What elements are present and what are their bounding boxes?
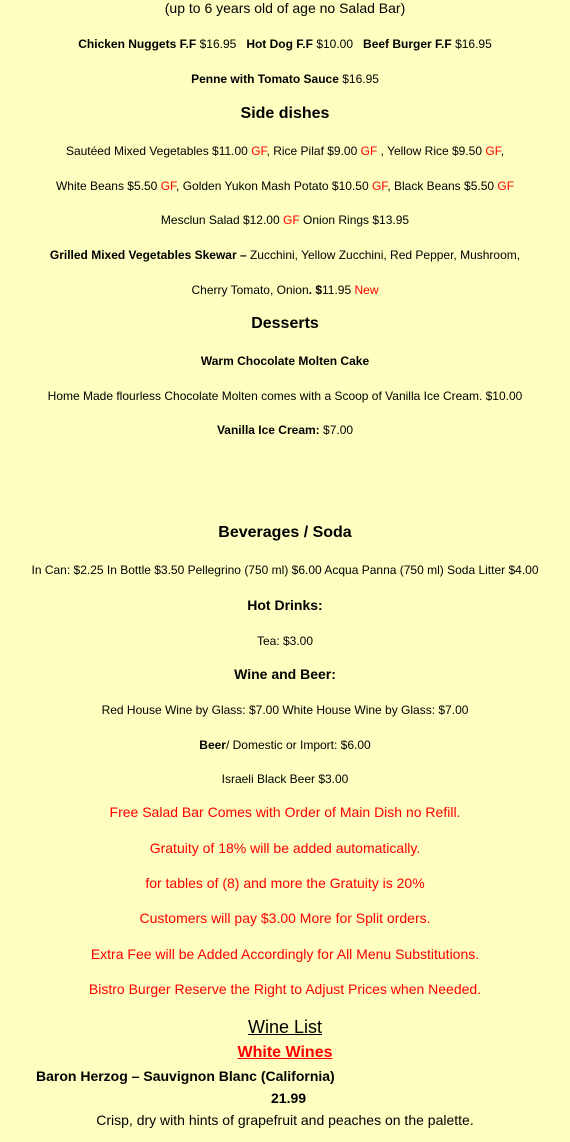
penne-name: Penne with Tomato Sauce: [191, 72, 339, 86]
ice-cream-line: Vanilla Ice Cream: $7.00: [216, 423, 354, 437]
house-wine-line: Red House Wine by Glass: $7.00 White House Wine by Glass: $7.00: [101, 703, 469, 717]
notice-split-orders: Customers will pay $3.00 More for Split orders.: [139, 910, 431, 926]
soda-list: In Can: $2.25 In Bottle $3.50 Pellegrino (750 ml) $6.00 Acqua Panna (750 ml) Soda Litter $4.00: [31, 563, 539, 577]
desserts-title: Desserts: [251, 315, 319, 332]
hot-dog-name: Hot Dog F.F: [246, 37, 313, 51]
penne-line: [0, 72, 570, 86]
chicken-nuggets-name: Chicken Nuggets F.F: [78, 37, 197, 51]
gf-badge: GF: [497, 179, 515, 193]
notice-prices: Bistro Burger Reserve the Right to Adjust Prices when Needed.: [88, 981, 482, 997]
side-dishes-line-1: Sautéed Mixed Vegetables $11.00 GF, Rice Pilaf $9.00 GF , Yellow Rice $9.50 GF,: [65, 144, 505, 158]
beer-line: Beer/ Domestic or Import: $6.00: [199, 738, 371, 752]
molten-cake-desc: Home Made flourless Chocolate Molten comes with a Scoop of Vanilla Ice Cream. $10.00: [47, 389, 523, 403]
gf-badge: GF: [360, 144, 378, 158]
side-dishes-line-3: Mesclun Salad $12.00 GF Onion Rings $13.95: [160, 213, 410, 227]
chicken-nuggets-price: $16.95: [199, 37, 237, 51]
kids-menu-line: [0, 37, 570, 51]
gf-badge: GF: [485, 144, 501, 158]
notice-large-tables: for tables of (8) and more the Gratuity is 20%: [145, 875, 425, 891]
hot-dog-price: $10.00: [316, 37, 354, 51]
molten-cake-name: Warm Chocolate Molten Cake: [200, 354, 370, 368]
skewer-line-1: Grilled Mixed Vegetables Skewar – Zucchini, Yellow Zucchini, Red Pepper, Mushroom,: [49, 248, 521, 262]
side-dishes-title: Side dishes: [240, 105, 330, 122]
skewer-name: Grilled Mixed Vegetables Skewar –: [49, 248, 247, 262]
side-dishes-line-2: White Beans $5.50 GF, Golden Yukon Mash Potato $10.50 GF, Black Beans $5.50 GF: [55, 179, 515, 193]
kids-age-note: (up to 6 years old of age no Salad Bar): [164, 0, 406, 16]
penne-price: $16.95: [342, 72, 379, 86]
beverages-title: Beverages / Soda: [218, 524, 352, 541]
beef-burger-price: $16.95: [455, 37, 492, 51]
wine-beer-title: Wine and Beer:: [234, 666, 336, 682]
gf-badge: GF: [283, 213, 300, 227]
skewer-line-2: Cherry Tomato, Onion. $11.95 New: [191, 283, 379, 297]
gf-badge: GF: [251, 144, 267, 158]
notice-substitutions: Extra Fee will be Added Accordingly for All Menu Substitutions.: [90, 946, 480, 962]
new-badge: New: [354, 283, 379, 297]
wine-list-title: Wine List: [247, 1017, 323, 1037]
israeli-beer-line: Israeli Black Beer $3.00: [221, 772, 349, 786]
gf-badge: GF: [371, 179, 388, 193]
hot-drinks-title: Hot Drinks:: [247, 597, 323, 613]
wine-item-price: 21.99: [271, 1090, 307, 1106]
notice-gratuity: Gratuity of 18% will be added automatically.: [149, 840, 421, 856]
notice-free-salad-bar: Free Salad Bar Comes with Order of Main Dish no Refill.: [109, 804, 461, 820]
beef-burger-name: Beef Burger F.F: [363, 37, 452, 51]
wine-item-desc: Crisp, dry with hints of grapefruit and peaches on the palette.: [96, 1112, 474, 1128]
white-wines-title: White Wines: [237, 1044, 333, 1061]
wine-item-name: Baron Herzog – Sauvignon Blanc (California): [36, 1068, 335, 1084]
skewer-price: 11.95: [322, 283, 352, 297]
tea-line: Tea: $3.00: [256, 634, 314, 648]
gf-badge: GF: [160, 179, 177, 193]
